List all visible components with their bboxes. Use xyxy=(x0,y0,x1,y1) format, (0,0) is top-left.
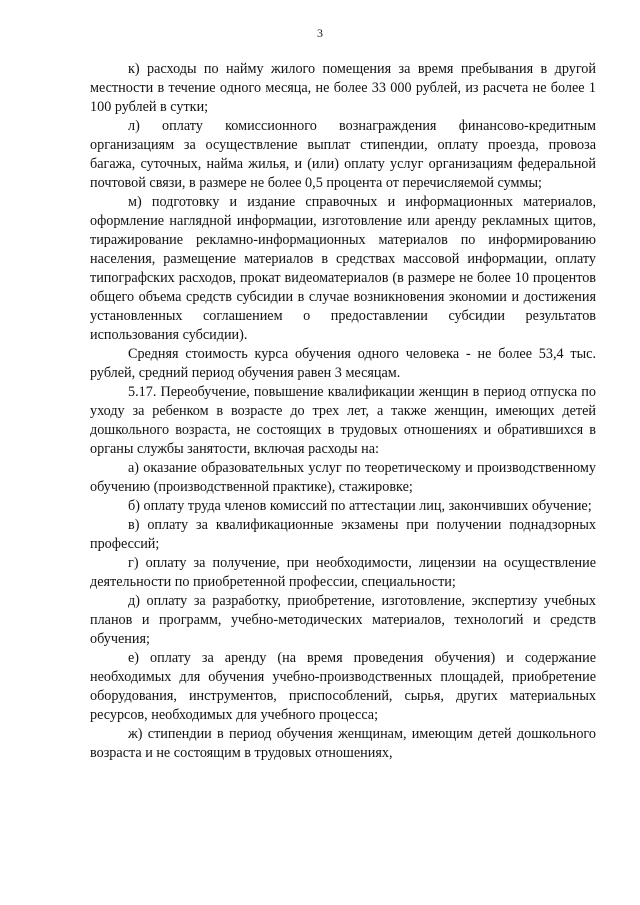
document-body xyxy=(90,60,596,763)
page-number: 3 xyxy=(317,26,323,40)
paragraph-d-curriculum-development: д) оплату за разработку, приобретение, изготовление, экспертизу учебных планов и программ, учебно-методических материалов, технологий и средств обучения; xyxy=(90,593,596,647)
paragraph-a-educational-services: а) оказание образовательных услуг по теоретическому и производственному обучению (производственной практике), стажировке; xyxy=(90,460,596,495)
paragraph-m-information-materials: м) подготовку и издание справочных и информационных материалов, оформление наглядной информации, изготовление или аренду рекламных щитов, тиражирование рекламно-информационных материалов по информированию населения, размещение материалов в средствах массовой информации, оплату типографских расходов, прокат видеоматериалов (в размере не более 10 процентов общего объема средств субсидии в случае возникновения экономии и достижения установленных соглашением о предоставлении субсидии результатов использования субсидии). xyxy=(90,194,596,343)
paragraph-l-commission-fees: л) оплату комиссионного вознаграждения финансово-кредитным организациям за осуществление выплат стипендии, оплату проезда, провоза багажа, суточных, найма жилья, и (или) оплату услуг организациям федеральной почтовой связи, в размере не более 0,5 процента от перечисляемой суммы; xyxy=(90,118,596,191)
paragraph-g-license-fee: г) оплату за получение, при необходимости, лицензии на осуществление деятельности по приобретенной профессии, специальности; xyxy=(90,555,596,590)
paragraph-average-course-cost: Средняя стоимость курса обучения одного человека - не более 53,4 тыс. рублей, средний период обучения равен 3 месяцам. xyxy=(90,346,596,381)
paragraph-zh-stipends: ж) стипендии в период обучения женщинам, имеющим детей дошкольного возраста и не состоящим в трудовых отношениях, xyxy=(90,726,596,761)
paragraph-v-qualification-exams: в) оплату за квалификационные экзамены при получении поднадзорных профессий; xyxy=(90,517,596,552)
paragraph-e-premises-rent: е) оплату за аренду (на время проведения обучения) и содержание необходимых для обучения учебно-производственных площадей, приобретение оборудования, инструментов, приспособлений, сырья, других материальных ресурсов, необходимых для учебного процесса; xyxy=(90,650,596,723)
paragraph-b-commission-payment: б) оплату труда членов комиссий по аттестации лиц, закончивших обучение; xyxy=(128,498,592,514)
paragraph-5-17-retraining: 5.17. Переобучение, повышение квалификации женщин в период отпуска по уходу за ребенком в возрасте до трех лет, а также женщин, имеющих детей дошкольного возраста, не состоящих в трудовых отношениях и обратившихся в органы службы занятости, включая расходы на: xyxy=(90,384,596,457)
paragraph-k-housing-expenses: к) расходы по найму жилого помещения за время пребывания в другой местности в течение одного месяца, не более 33 000 рублей, из расчета не более 1 100 рублей в сутки; xyxy=(90,61,596,115)
